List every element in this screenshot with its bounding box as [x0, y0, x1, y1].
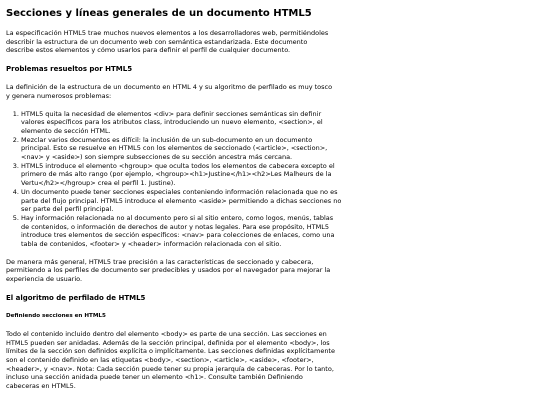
section-heading-problems: Problemas resueltos por HTML5 [6, 65, 133, 74]
section-heading-algorithm: El algoritmo de perfilado de HTML5 [6, 293, 146, 302]
list-item: 2. Mezclar varios documentos es difícil: la inclusión de un sub-documento en un documento principal. Esto se resuelve en HTML5 con los elementos de seccionado (<article>, <section>, <nav> y <aside>) son siempre subsecciones de su sección ancestra más cercana. [21, 136, 342, 162]
subsection-heading-defining-sections: Definiendo secciones en HTML5 [6, 312, 106, 319]
sections-paragraph: Todo el contenido incluido dentro del elemento <body> es parte de una sección. Las secciones en HTML5 pueden ser anidadas. Además de la sección principal, definida por el elemento <body>, los límites de la sección son definidos explícita o implícitamente. Las secciones definidas explícitamente son el contenido definido en las etiquetas <body>, <section>, <article>, <aside>, <footer>, <header>, y <nav>. Nota: Cada sección puede tener su propia jerarquía de cabeceras. Por lo tanto, incluso una sección anidada puede tener un elemento <h1>. Consulte también Definiendo cabeceras en HTML5. [6, 329, 335, 391]
list-item: 1. HTML5 quita la necesidad de elementos <div> para definir secciones semánticas sin definir valores específicos para los atributos class, introduciendo un nuevo elemento, <section>, el elemento de sección HTML. [21, 110, 342, 136]
summary-paragraph: De manera más general, HTML5 trae precisión a las características de seccionado y cabecera, permitiendo a los perfiles de documento ser predecibles y usados por el navegador para mejorar la experiencia de usuario. [6, 257, 331, 284]
page-title: Secciones y líneas generales de un documento HTML5 [6, 8, 312, 19]
list-item: 5. Hay información relacionada no al documento pero si al sitio entero, como logos, menús, tablas de contenidos, o información de derechos de autor y notas legales. Para ese propósito, HTML5 introduce tres elementos de sección específicos: <nav> para colecciones de enlaces, como una tabla de contenidos, <footer> y <header> información relacionada con el sitio. [21, 214, 342, 249]
intro-paragraph: La especificación HTML5 trae muchos nuevos elementos a los desarrolladores web, permitiéndoles describir la estructura de un documento web con semántica estandarizada. Este documento describe estos elementos y cómo usarlos para definir el perfil de cualquier documento. [6, 29, 329, 55]
problems-list [6, 110, 342, 249]
problems-paragraph: La definición de la estructura de un documento en HTML 4 y su algoritmo de perfilado es muy tosco y genera numerosos problemas: [6, 83, 333, 100]
list-item: 3. HTML5 introduce el elemento <hgroup> que oculta todos los elementos de cabecera excepto el primero de más alto rango (por ejemplo, <hgroup><h1>Justine</h1><h2>Les Malheurs de la Vertu</h2></hgroup> crea el perfil 1. Justine). [21, 162, 342, 188]
list-item: 4. Un documento puede tener secciones especiales conteniendo información relacionada que no es parte del flujo principal. HTML5 introduce el elemento <aside> permitiendo a dichas secciones no ser parte del perfil principal. [21, 188, 342, 214]
